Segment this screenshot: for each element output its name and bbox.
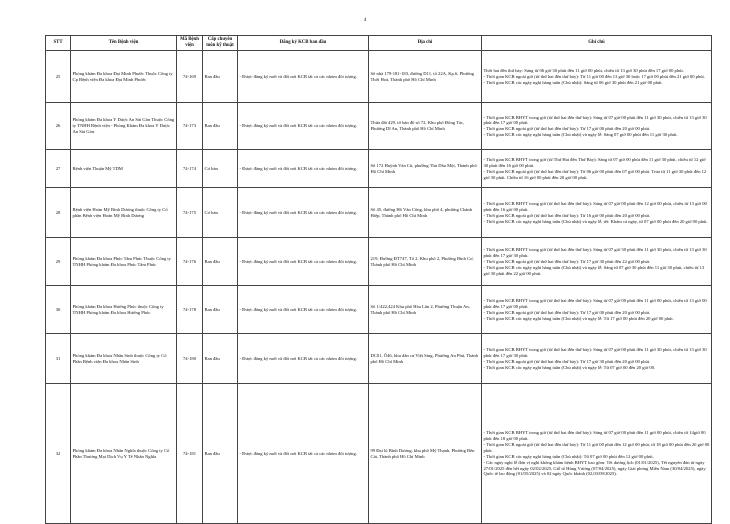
note-line: - Thời gian KCB BHYT trong giờ (từ thứ hai đến thứ bảy): Sáng từ 07 giờ 00 phút đến 11 giờ 30 phút, chiều từ 13 giờ 30 phút đến 17 giờ 30 phút. [483, 347, 707, 358]
hospital-address: 219, Đường ĐT747, Tổ 2, Khu phố 2, Phường Bình Cơ, Thành phố Hồ Chí Minh [369, 238, 482, 286]
note-line: - Thời gian KCB ngoài giờ (từ thứ hai đến thứ bảy): Từ 11 giờ 00 đến 13 giờ 30 hoặc 17 giờ 00 phút đến 21 giờ 00 phút. [483, 73, 705, 79]
hospital-name: Phòng khám Đa khoa Đại Minh Phước Thuộc Công ty Cp Bệnh viện Đa khoa Đại Minh Phước [71, 51, 177, 103]
technical-level: Ban đầu [203, 51, 238, 103]
technical-level: Ban đầu [203, 334, 238, 384]
table-row [46, 103, 712, 150]
hospital-address: Số 172 Huỳnh Văn Cù, phường Thủ Dầu Một, Thành phố Hồ Chí Minh [369, 150, 482, 188]
table-row [46, 384, 712, 524]
registration-rule: - Được đăng ký mới và đổi nơi KCB tất cả các nhóm đối tượng. [238, 188, 369, 238]
hospital-name: Phòng khám Đa khoa Y Dược An Sài Gòn Thuộc Công ty TNHH Bệnh viện - Phòng Khám Đa khoa Y Dược An Sài Gòn [71, 103, 177, 150]
table-row [46, 286, 712, 334]
note-line: - Các ngày nghỉ lễ đơn vị nghỉ không khám bệnh BHYT bao gồm: Tết dương lịch (01/01/2025), Tết nguyên đán từ ngày 27/01/2025 đến hết ngày 02/02/2025, Giỗ tổ Hùng Vương (07/04/2025), ngày Giải phóng Miền Nam (30/04/2025), ngày Quốc tế lao động (01/05/2025) và 02 ngày Quốc khánh (02,03/09/2025). [483, 459, 706, 477]
note-line: Thời hai đến thứ bảy: Sáng từ 06 giờ 30 phút đến 11 giờ 00 phút, chiều từ 13 giờ 30 phút đến 17 giờ 00 phút. [483, 67, 684, 73]
row-stt: 28 [46, 188, 71, 238]
table-row [46, 188, 712, 238]
row-stt: 32 [46, 384, 71, 524]
notes-cell [482, 103, 712, 150]
hospital-code: 74-169 [177, 51, 203, 103]
hospital-name: Bệnh viện Hoàn Mỹ Bình Dương thuộc Công ty Cổ phần Bệnh viện Hoàn Mỹ Bình Dương [71, 188, 177, 238]
hospital-address: Thửa đất 429, tờ bản đồ số 72, Khu phố Đông Tác, Phường Dĩ An, Thành phố Hồ Chí Minh [369, 103, 482, 150]
row-stt: 31 [46, 334, 71, 384]
note-line: - Thời gian KCB BHYT trong giờ (từ Thứ Hai đến Thứ Bảy): Sáng từ 07 giờ 00 phút đến 11 giờ 30 phút, chiều từ 12 giờ 30 phút đến 16 giờ 00 phút. [483, 157, 706, 168]
notes-cell [482, 286, 712, 334]
note-line: - Thời gian KCB các ngày nghỉ hàng tuần (Chủ nhật) và ngày lễ: Sáng từ 07 giờ 30 phút đến 11 giờ 30 phút, chiều từ 13 giờ 30 phút đến 22 giờ 00 phút. [483, 264, 705, 276]
hospital-address: Số 45, đường Hồ Văn Cống, khu phố 4, phường Chánh Hiệp, Thành phố Hồ Chí Minh [369, 188, 482, 238]
notes-cell [482, 238, 712, 286]
note-line: - Thời gian KCB ngoài giờ (từ thứ hai đến thứ bảy): Từ 17 giờ 00 phút đến 20 giờ 00 phút. [483, 126, 651, 132]
technical-level: Cơ bản [203, 150, 238, 188]
note-line: - Thời gian KCB BHYT trong giờ (từ thứ hai đến thứ bảy): Sáng từ 07 giờ 00 phút đến 11 giờ 30 phút, chiều từ 13 giờ 30 phút đến 17 giờ 00 phút. [483, 114, 707, 126]
note-line: - Thời gian KCB ngoài giờ (từ thứ hai đến thứ bảy): Từ 16 giờ 00 phút đến 20 giờ 00 phút. [483, 212, 651, 218]
technical-level: Ban đầu [203, 384, 238, 524]
note-line: - Thời gian KCB BHYT trong giờ (từ thứ hai đến thứ bảy): Sáng từ 07 giờ 30 phút đến 11 giờ 30 phút, chiều từ 13 giờ 30 phút đến 17 giờ 30 phút. [483, 247, 707, 258]
hospital-code: 74-178 [177, 286, 203, 334]
note-line: - Thời gian KCB ngoài giờ (từ thứ hai đến thứ bảy): Từ 17 giờ 00 phút đến 20 giờ 00 phút. [483, 309, 651, 315]
technical-level: Cơ bản [203, 188, 238, 238]
notes-cell [482, 150, 712, 188]
table-row [46, 334, 712, 384]
note-line: - Thời gian KCB ngoài giờ (từ thứ hai đến thứ bảy): Từ 17 giờ 30 phút đến 20 giờ 00 phút. [483, 358, 651, 364]
header-hospital: Tên Bệnh viện [71, 36, 177, 51]
page-number: 4 [363, 18, 367, 23]
note-line: - Thời gian KCB ngoài giờ (từ thứ hai đến thứ bảy): Từ 11 giờ 00 phút đến 12 giờ 00 phút, từ 18 giờ 00 phút đến 20 giờ 00 phút. [483, 442, 710, 453]
note-line: - Thời gian KCB các ngày nghỉ hàng tuần (Chủ nhật) và ngày lễ: Sáng 07 giờ 00 phút đến 11 giờ 30 phút. [483, 132, 678, 138]
header-address: Địa chỉ [369, 36, 482, 51]
table-row [46, 51, 712, 103]
header-level: Cấp chuyên môn kỹ thuật [203, 36, 238, 51]
hospital-address: Số 1/422,424 Khu phố Hòa Lân 2, Phường Thuận An, Thành phố Hồ Chí Minh [369, 286, 482, 334]
header-code: Mã Bệnh viện [177, 36, 203, 51]
hospital-name: Phòng khám Đa khoa Nhân Sinh thuộc Công ty Cổ Phần Bệnh viện Đa khoa Nhân Sinh [71, 334, 177, 384]
note-line: - Thời gian KCB các ngày nghỉ hàng tuần (Chủ nhật) và ngày lễ: Từ 07 giờ 00 đến 20 giờ 00. [483, 364, 656, 370]
technical-level: Ban đầu [203, 238, 238, 286]
hospital-name: Phòng khám Đa khoa Nhân Nghĩa thuộc Công ty Cổ Phần Thương Mại Dịch Vụ Y Tế Nhân Nghĩa [71, 384, 177, 524]
hospital-name: Phòng khám Đa khoa Hướng Phúc thuộc Công ty TNHH Phòng khám Đa khoa Hướng Phúc [71, 286, 177, 334]
note-line: - Thời gian KCB BHYT trong giờ (từ thứ hai đến thứ bảy): Sáng từ 07 giờ 00 phút đến 12 giờ 00 phút, chiều từ 13 giờ 00 phút đến 16 giờ 00 phút. [483, 201, 707, 212]
hospital-table [45, 35, 712, 524]
registration-rule: - Được đăng ký mới và đổi nơi KCB tất cả các nhóm đối tượng. [238, 51, 369, 103]
row-stt: 26 [46, 103, 71, 150]
note-line: - Thời gian KCB các ngày nghỉ hàng tuần (Chủ nhật): Sáng từ 06 giờ 30 phút đến 21 giờ 00 phút. [483, 79, 663, 85]
registration-rule: - Được đăng ký mới và đổi nơi KCB tất cả các nhóm đối tượng. [238, 334, 369, 384]
note-line: - Thời gian KCB ngoài giờ (từ thứ hai đến thứ bảy): Từ 17 giờ 30 phút đến 22 giờ 00 phút. [483, 258, 651, 264]
technical-level: Ban đầu [203, 103, 238, 150]
header-notes: Ghi chú [482, 36, 712, 51]
row-stt: 25 [46, 51, 71, 103]
note-line: - Thời gian KCB BHYT trong giờ (từ thứ hai đến thứ bảy): Sáng từ 07 giờ 00 phút đến 11 giờ 00 phút, chiều từ 14giờ 00 phút đến 18 giờ 00 phút. [483, 430, 706, 442]
header-row [46, 36, 712, 51]
registration-rule: - Được đăng ký mới và đổi nơi KCB tất cả các nhóm đối tượng. [238, 384, 369, 524]
registration-rule: - Được đăng ký mới và đổi nơi KCB tất cả các nhóm đối tượng. [238, 286, 369, 334]
registration-rule: - Được đăng ký mới và đổi nơi KCB tất cả các nhóm đối tượng. [238, 238, 369, 286]
hospital-name: Bệnh viện Thuận Mỹ TDM [71, 150, 177, 188]
note-line: - Thời gian KCB ngoài giờ (từ thứ hai đến thứ bảy): Từ 06 giờ 00 phút đến 07 giờ 00 phút. Trưa từ 11 giờ 30 phút đến 12 giờ 30 phút. Chiều từ 16 giờ 00 phút đến 20 giờ 00 phút. [483, 168, 707, 180]
hospital-code: 74-176 [177, 238, 203, 286]
notes-cell [482, 188, 712, 238]
row-stt: 29 [46, 238, 71, 286]
notes-cell [482, 51, 712, 103]
hospital-code: 74-174 [177, 150, 203, 188]
table-row [46, 150, 712, 188]
note-line: - Thời gian KCB các ngày nghỉ hàng tuần (Chủ nhật): Từ 07 giờ 00 phút đến 12 giờ 00 phút. [483, 453, 654, 459]
row-stt: 27 [46, 150, 71, 188]
note-line: - Thời gian KCB các ngày nghỉ hàng tuần (Chủ nhật) và ngày lễ, tết: Khám cả ngày, từ 07 giờ 00 phút đến 20 giờ 00 phút. [483, 218, 708, 224]
hospital-name: Phòng khám Đa khoa Phúc Tâm Phúc Thuộc Công ty TNHH Phòng khám Đa khoa Phúc Tâm Phúc [71, 238, 177, 286]
note-line: - Thời gian KCB BHYT trong giờ (từ thứ hai đến thứ bảy): Sáng từ 07 giờ 00 phút đến 11 giờ 00 phút, chiều từ 13 giờ 00 phút đến 17 giờ 00 phút. [483, 298, 707, 309]
hospital-address: Số nhà 179-181-183, đường D11, tổ 22A, Kp.6, Phường Thới Hoà, Thành phố Hồ Chí Minh [369, 51, 482, 103]
registration-rule: - Được đăng ký mới và đổi nơi KCB tất cả các nhóm đối tượng. [238, 103, 369, 150]
technical-level: Ban đầu [203, 286, 238, 334]
hospital-code: 74-173 [177, 103, 203, 150]
hospital-code: 74-175 [177, 188, 203, 238]
notes-cell [482, 334, 712, 384]
hospital-address: DC01, Ô46, khu dân cư Việt Sing, Phường An Phú, Thành phố Hồ Chí Minh [369, 334, 482, 384]
hospital-code: 74-181 [177, 384, 203, 524]
hospital-code: 74-180 [177, 334, 203, 384]
notes-cell [482, 384, 712, 524]
row-stt: 30 [46, 286, 71, 334]
table-row [46, 238, 712, 286]
hospital-address: 99 Đại lộ Bình Dương, khu phố Mỹ Thạnh, Phường Bến Cát, Thành phố Hồ Chí Minh [369, 384, 482, 524]
registration-rule: - Được đăng ký mới và đổi nơi KCB tất cả các nhóm đối tượng. [238, 150, 369, 188]
note-line: - Thời gian KCB các ngày nghỉ hàng tuần (Chủ nhật) và ngày lễ: Từ 17 giờ 00 phút đến 20 giờ 00 phút. [483, 315, 674, 321]
header-stt: STT [46, 36, 71, 51]
header-registration: Đăng ký KCB ban đầu [238, 36, 369, 51]
